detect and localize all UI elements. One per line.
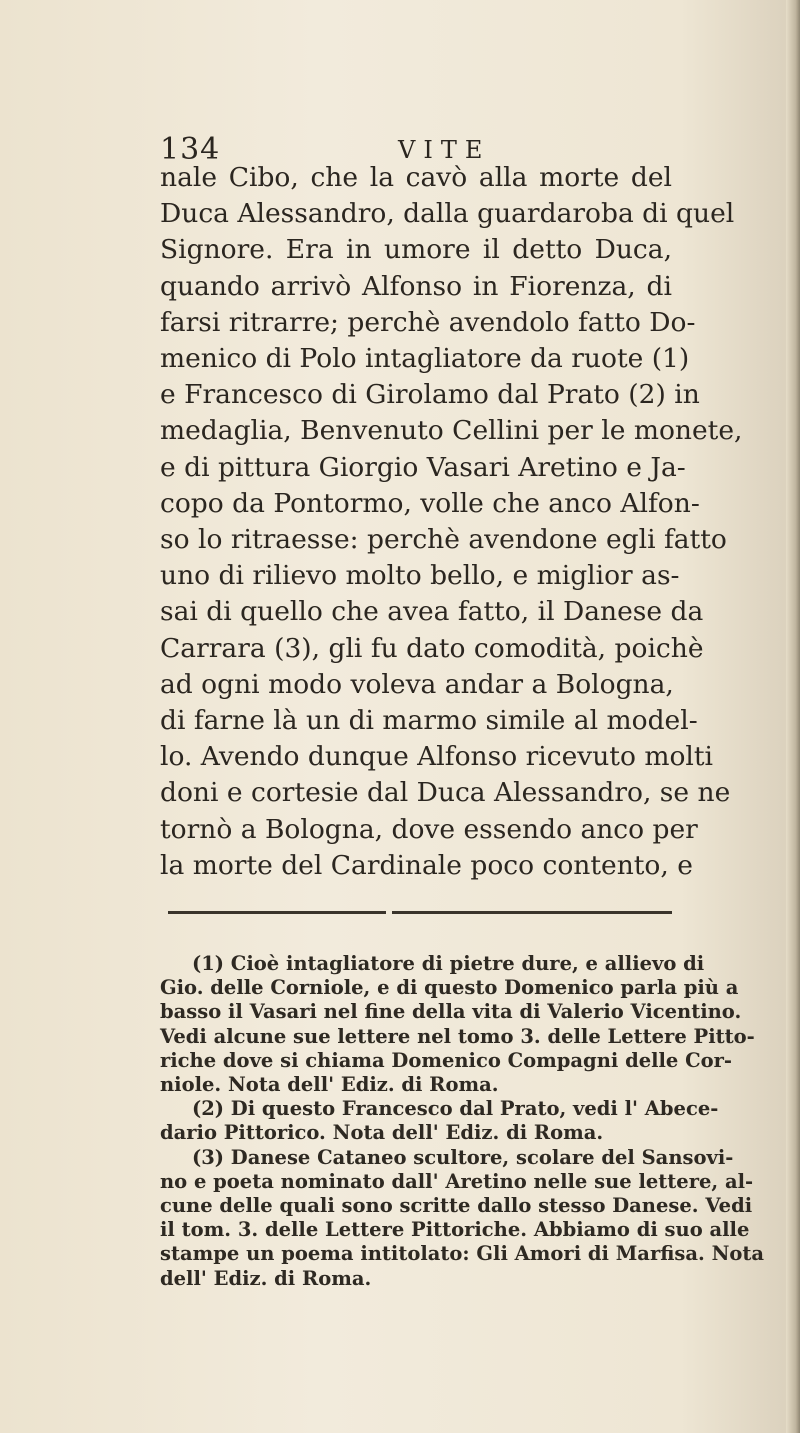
footnote-line: (1) Cioè intagliatore di pietre dure, e allievo di <box>192 952 705 975</box>
text-line: uno di rilievo molto bello, e miglior as- <box>160 560 680 592</box>
text-line: e Francesco di Girolamo dal Prato (2) in <box>160 379 700 411</box>
footnote-line: (2) Di questo Francesco dal Prato, vedi l' Abece- <box>192 1097 719 1121</box>
text-line: quando arrivò Alfonso in Fiorenza, di <box>160 270 672 302</box>
footnote-line: dell' Ediz. di Roma. <box>160 1266 372 1290</box>
footnote-line: no e poeta nominato dall' Aretino nelle sue lettere, al- <box>160 1169 754 1193</box>
footnote-rule-right <box>392 911 672 914</box>
main-text <box>160 160 743 884</box>
footnote-line: Vedi alcune sue lettere nel tomo 3. delle Lettere Pitto- <box>160 1024 755 1048</box>
text-line: la morte del Cardinale poco contento, e <box>160 849 693 881</box>
footnote-line: niole. Nota dell' Ediz. di Roma. <box>160 1073 499 1097</box>
footnote-line: (3) Danese Cataneo scultore, scolare del Sansovi- <box>192 1145 734 1169</box>
text-line: sai di quello che avea fatto, il Danese da <box>160 596 704 628</box>
text-line: di farne là un di marmo simile al model- <box>160 705 698 737</box>
text-line: farsi ritrarre; perchè avendolo fatto Do- <box>160 306 696 338</box>
text-line: Signore. Era in umore il detto Duca, <box>160 234 672 266</box>
text-line: tornò a Bologna, dove essendo anco per <box>160 813 698 845</box>
footnote-line: dario Pittorico. Nota dell' Ediz. di Roma. <box>160 1121 604 1145</box>
footnote-line: stampe un poema intitolato: Gli Amori di Marfisa. Nota <box>160 1242 765 1266</box>
running-head: VITE <box>398 136 491 164</box>
text-line: menico di Polo intagliatore da ruote (1) <box>160 343 690 375</box>
text-line: medaglia, Benvenuto Cellini per le monete, <box>160 415 743 447</box>
text-line: so lo ritraesse: perchè avendone egli fatto <box>160 524 727 556</box>
text-line: ad ogni modo voleva andar a Bologna, <box>160 668 674 700</box>
page-number: 134 <box>160 132 221 167</box>
footnote-line: cune delle quali sono scritte dallo stesso Danese. Vedi <box>160 1194 753 1218</box>
text-line: doni e cortesie dal Duca Alessandro, se ne <box>160 777 731 809</box>
page-edge <box>786 0 800 1433</box>
text-line: copo da Pontormo, volle che anco Alfon- <box>160 487 700 519</box>
text-line: lo. Avendo dunque Alfonso ricevuto molti <box>160 741 714 773</box>
text-line: Duca Alessandro, dalla guardaroba di quel <box>160 198 735 230</box>
footnote-rule-left <box>168 911 386 914</box>
text-line: Carrara (3), gli fu dato comodità, poichè <box>160 632 704 664</box>
footnote-line: riche dove si chiama Domenico Compagni delle Cor- <box>160 1048 733 1072</box>
footnotes <box>160 952 765 1291</box>
text-line: nale Cibo, che la cavò alla morte del <box>160 162 672 193</box>
footnote-line: basso il Vasari nel fine della vita di Valerio Vicentino. <box>160 1000 742 1024</box>
footnote-line: il tom. 3. delle Lettere Pittoriche. Abbiamo di suo alle <box>160 1218 750 1242</box>
footnote-line: Gio. delle Corniole, e di questo Domenico parla più a <box>160 976 739 1000</box>
text-line: e di pittura Giorgio Vasari Aretino e Ja- <box>160 451 686 483</box>
